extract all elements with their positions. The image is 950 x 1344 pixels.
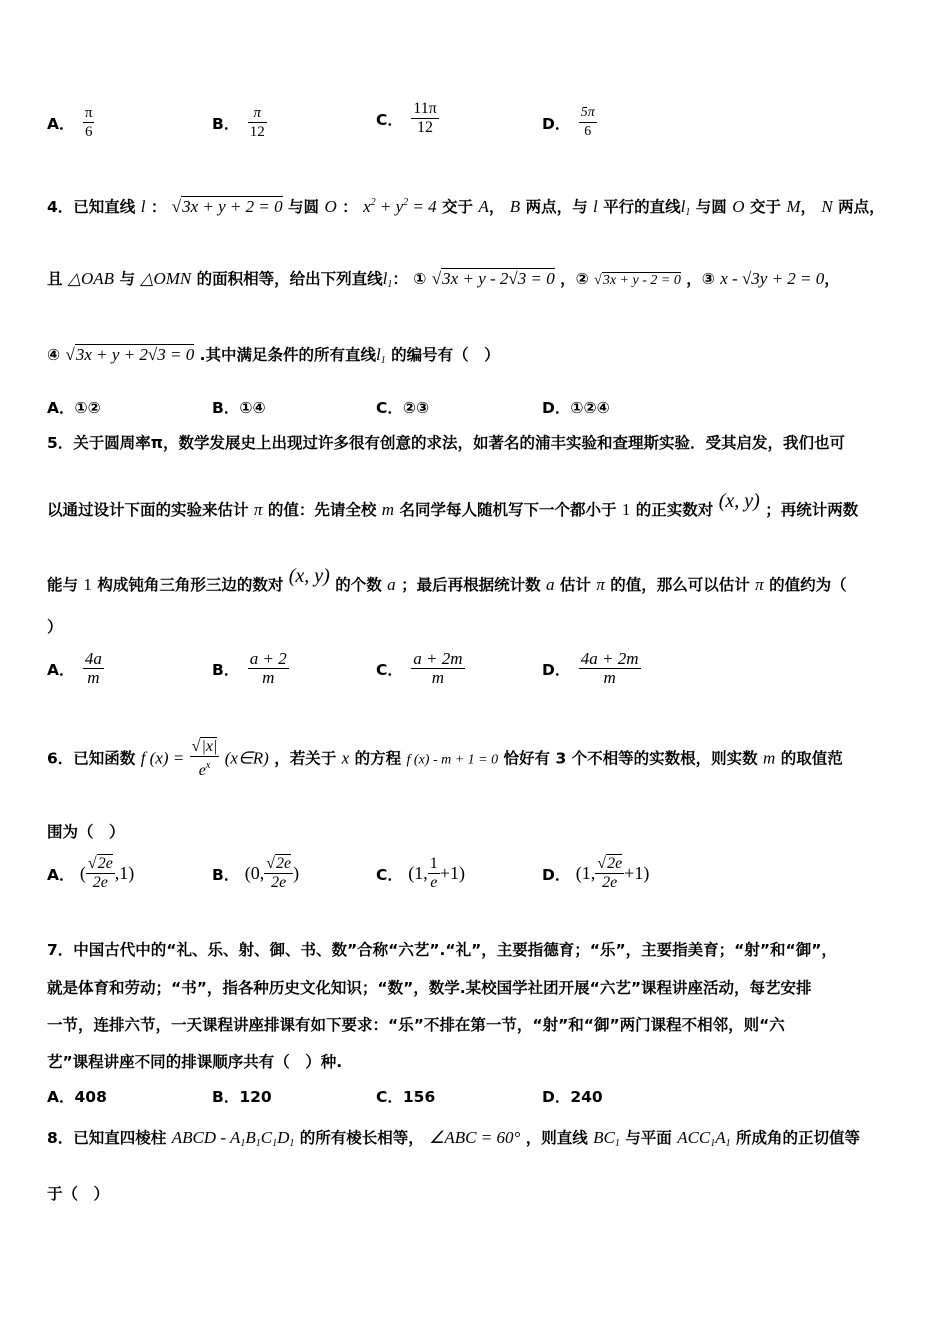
option-label: B． (212, 114, 240, 133)
fraction: $\frac{\pi}{6}$ (84, 105, 93, 140)
q4-line-1: 4．已知直线 l ： √3x + y + 2 = 0 与圆 O ： $x^2 + y^2 = 4$ 交于 A， B 两点，与 l 平行的直线$l_1$ 与圆 O 交于 M， N 两点， (47, 197, 885, 218)
q7-line-4: 艺”课程讲座不同的排课顺序共有（ ）种. (47, 1053, 343, 1071)
q6-option-b[interactable]: B． (0, $\frac{√2e}{2e}$ ) (212, 855, 300, 891)
q5-line-1: 5．关于圆周率π，数学发展史上出现过许多很有创意的求法，如著名的浦丰实验和查理斯实验．受其启发，我们也可 (47, 434, 846, 452)
q3-option-b[interactable] (212, 104, 270, 141)
fraction: $\frac{\pi}{12}$ (249, 105, 265, 140)
option-label: D． (542, 114, 571, 133)
q5-option-b[interactable]: B． $\frac{a + 2}{m}$ (212, 649, 287, 687)
q7-line-1: 7．中国古代中的“礼、乐、射、御、书、数”合称“六艺”.“礼”，主要指德育；“乐”，主要指美育；“射”和“御”， (47, 941, 837, 959)
q7-line-3: 一节，连排六节，一天课程讲座排课有如下要求：“乐”不排在第一节，“射”和“御”两门课程不相邻，则“六 (47, 1016, 785, 1034)
q6-line-1: 6．已知函数 f (x) = $\frac{√|x|}{e^x}$ (x∈R) ，若关于 x 的方程 f (x) - m + 1 = 0 恰好有 3 个不相等的实数根，则实数 m 的取值范 (47, 738, 843, 779)
q5-option-a[interactable]: A． $\frac{4a}{m}$ (47, 649, 102, 687)
q4-option-c[interactable]: C．②③ (376, 399, 430, 417)
q6-option-c[interactable]: C． (1, $\frac{1}{e}$ +1) (376, 855, 465, 891)
q7-line-2: 就是体育和劳动；“书”，指各种历史文化知识；“数”，数学.某校国学社团开展“六艺”课程讲座活动，每艺安排 (47, 979, 812, 997)
q5-option-d[interactable]: D． $\frac{4a + 2m}{m}$ (542, 649, 639, 687)
q5-line-2: 以通过设计下面的实验来估计 π 的值：先请全校 m 名同学每人随机写下一个都小于 1 的正实数对 (x, y) ；再统计两数 (47, 490, 859, 519)
q7-option-d[interactable]: D．240 (542, 1088, 603, 1106)
q5-line-3: 能与 1 构成钝角三角形三边的数对 (x, y) 的个数 a ；最后再根据统计数 a 估计 π 的值，那么可以估计 π 的值约为（ (47, 565, 847, 594)
q3-option-c[interactable] (376, 100, 442, 137)
q3-option-a[interactable] (47, 104, 97, 141)
q4-line-2: 且 △OAB 与 △OMN 的面积相等，给出下列直线$l_1$： ① √3x + y - 2√3 = 0 ，② √3x + y - 2 = 0 ，③ x - √3y + 2 = 0， (47, 269, 840, 290)
fraction: $\frac{a + 2m}{m}$ (413, 649, 463, 687)
fraction: $\frac{11\pi}{12}$ (413, 100, 437, 136)
q5-option-c[interactable]: C． $\frac{a + 2m}{m}$ (376, 649, 463, 687)
q4-option-a[interactable]: A．①② (47, 399, 101, 417)
equation: √3x + y + 2 = 0 (171, 197, 283, 216)
fraction: $\frac{√2e}{2e}$ (266, 855, 292, 891)
option-label: A． (47, 114, 75, 133)
fraction: $\frac{a + 2}{m}$ (249, 649, 287, 687)
q4-line-3: ④ √3x + y + 2√3 = 0 .其中满足条件的所有直线$l_1$ 的编号有（ ） (47, 345, 500, 366)
fraction: $\frac{4a}{m}$ (84, 649, 102, 687)
function-fraction: $\frac{√|x|}{e^x}$ (191, 738, 218, 779)
q4-option-d[interactable]: D．①②④ (542, 399, 610, 417)
circle-equation: $x^2 + y^2 = 4$ (363, 197, 437, 216)
q6-option-a[interactable]: A． ( $\frac{√2e}{2e}$ ,1) (47, 855, 135, 891)
q6-line-2: 围为（ ） (47, 823, 125, 841)
q3-option-d[interactable] (542, 104, 600, 141)
option-label: C． (376, 110, 403, 129)
q4-option-b[interactable]: B．①④ (212, 399, 266, 417)
fraction: $\frac{4a + 2m}{m}$ (580, 649, 639, 687)
fraction: $\frac{√2e}{2e}$ (87, 855, 113, 891)
q5-line-4: ） (47, 618, 63, 636)
q7-option-a[interactable]: A．408 (47, 1088, 107, 1106)
q8-line-1: 8．已知直四棱柱 ABCD - $A_1B_1C_1D_1$ 的所有棱长相等， ∠ABC = 60° ，则直线 $BC_1$ 与平面 $ACC_1A_1$ 所成角的正切值等 (47, 1128, 861, 1149)
q7-option-c[interactable]: C．156 (376, 1088, 436, 1106)
q8-line-2: 于（ ） (47, 1185, 110, 1203)
fraction: $\frac{√2e}{2e}$ (597, 855, 623, 891)
q7-option-b[interactable]: B．120 (212, 1088, 272, 1106)
fraction: $\frac{5\pi}{6}$ (580, 105, 595, 139)
q6-option-d[interactable]: D． (1, $\frac{√2e}{2e}$ +1) (542, 855, 650, 891)
fraction: $\frac{1}{e}$ (429, 855, 438, 891)
